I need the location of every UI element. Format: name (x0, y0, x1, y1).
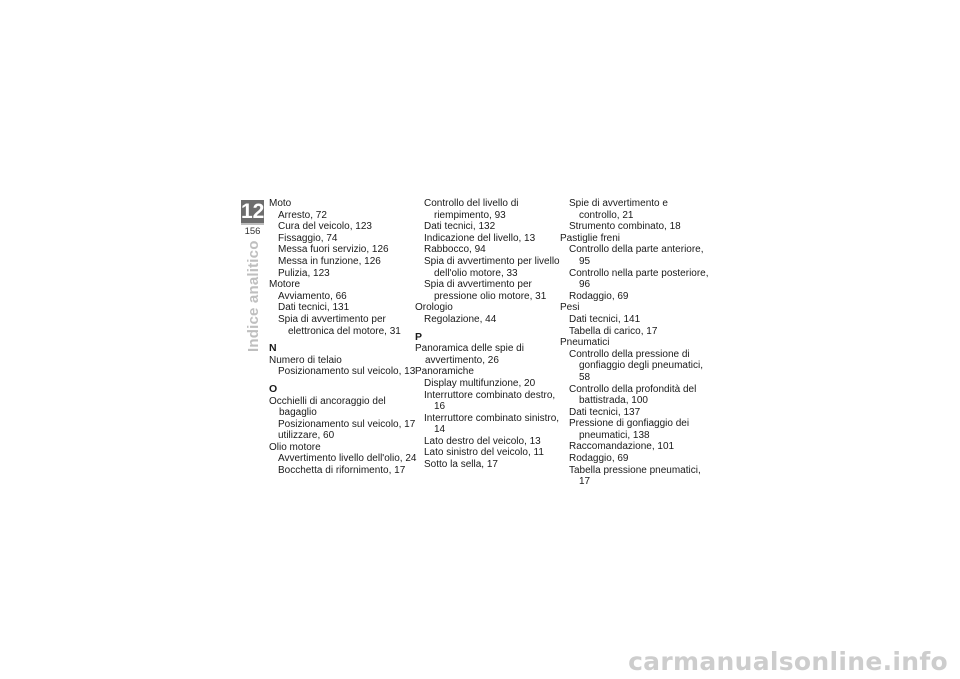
index-subentry: Controllo nella parte posteriore, 96 (569, 267, 709, 291)
index-subentry: Controllo della profondità del battistrada, 100 (569, 383, 697, 407)
watermark-link[interactable]: carmanualsonline.info (628, 647, 948, 676)
index-subentry: Spia di avvertimento per livello dell'olio motore, 33 (424, 255, 560, 279)
index-subentry: Pulizia, 123 (278, 267, 330, 279)
index-subentry: Avvertimento livello dell'olio, 24 (278, 453, 417, 465)
index-subentry: Strumento combinato, 18 (569, 221, 681, 233)
index-subentry: Tabella di carico, 17 (569, 325, 658, 337)
index-subentry: Posizionamento sul veicolo, 17 (278, 418, 416, 430)
index-subentry: Lato sinistro del veicolo, 11 (424, 447, 544, 459)
index-letter-heading: O (269, 382, 278, 395)
index-subentry: Dati tecnici, 132 (424, 221, 496, 233)
index-subentry: Dati tecnici, 141 (569, 313, 641, 325)
index-subentry: Controllo della pressione di gonfiaggio degli pneumatici, 58 (569, 348, 703, 383)
index-entry: Motore (269, 279, 301, 291)
index-subentry: Avviamento, 66 (278, 290, 347, 302)
index-subentry: Indicazione del livello, 13 (424, 232, 536, 244)
index-subentry: Interruttore combinato sinistro, 14 (424, 412, 560, 436)
index-subentry: Messa fuori servizio, 126 (278, 244, 389, 256)
index-entry: Occhielli di ancoraggio del bagaglio (269, 395, 386, 419)
index-entry: Pesi (560, 302, 580, 314)
index-subentry: Fissaggio, 74 (278, 232, 338, 244)
index-entry: Olio motore (269, 441, 321, 453)
index-subentry: Bocchetta di rifornimento, 17 (278, 465, 406, 477)
index-column-2 (415, 198, 565, 471)
index-subentry: utilizzare, 60 (278, 430, 335, 442)
index-subentry: Rabbocco, 94 (424, 244, 486, 256)
section-title: Indice analitico (245, 240, 262, 352)
index-subentry: Rodaggio, 69 (569, 290, 629, 302)
index-entry: Moto (269, 198, 292, 209)
index-subentry: Lato destro del veicolo, 13 (424, 435, 541, 447)
index-subentry: Controllo del livello di riempimento, 93 (424, 198, 519, 221)
index-subentry: Cura del veicolo, 123 (278, 221, 372, 233)
index-subentry: Posizionamento sul veicolo, 13 (278, 366, 416, 378)
index-subentry: Display multifunzione, 20 (424, 377, 536, 389)
index-subentry: Raccomandazione, 101 (569, 441, 675, 453)
index-column-1 (269, 198, 419, 477)
index-subentry: Dati tecnici, 137 (569, 406, 641, 418)
chapter-divider (241, 223, 264, 225)
index-entry: Pastiglie freni (560, 232, 621, 244)
index-entry: Panoramica delle spie di avvertimento, 26 (415, 343, 524, 366)
index-subentry: Arresto, 72 (278, 209, 327, 221)
index-entry: Pneumatici (560, 337, 610, 349)
index-subentry: Messa in funzione, 126 (278, 255, 381, 267)
index-letter-heading: N (269, 342, 277, 355)
index-letter-heading: P (415, 330, 423, 343)
index-subentry: Spie di avvertimento e controllo, 21 (569, 198, 668, 221)
index-subentry: Interruttore combinato destro, 16 (424, 389, 556, 413)
chapter-tab (241, 200, 264, 240)
index-subentry: Rodaggio, 69 (569, 453, 629, 465)
page-number: 156 (244, 226, 261, 237)
index-subentry: Regolazione, 44 (424, 313, 497, 325)
index-subentry: Tabella pressione pneumatici, 17 (569, 464, 701, 488)
index-subentry: Controllo della parte anteriore, 95 (569, 244, 704, 267)
index-subentry: Pressione di gonfiaggio dei pneumatici, 138 (569, 418, 690, 441)
index-subentry: Dati tecnici, 131 (278, 302, 350, 314)
index-column-3 (560, 198, 710, 488)
index-entry: Panoramiche (415, 366, 474, 378)
index-entry: Orologio (415, 302, 453, 314)
index-subentry: Spia di avvertimento per elettronica del motore, 31 (278, 313, 401, 337)
index-entry: Numero di telaio (269, 354, 342, 366)
index-subentry: Sotto la sella, 17 (424, 459, 498, 471)
chapter-number: 12 (241, 200, 265, 223)
index-subentry: Spia di avvertimento per pressione olio motore, 31 (424, 279, 547, 302)
